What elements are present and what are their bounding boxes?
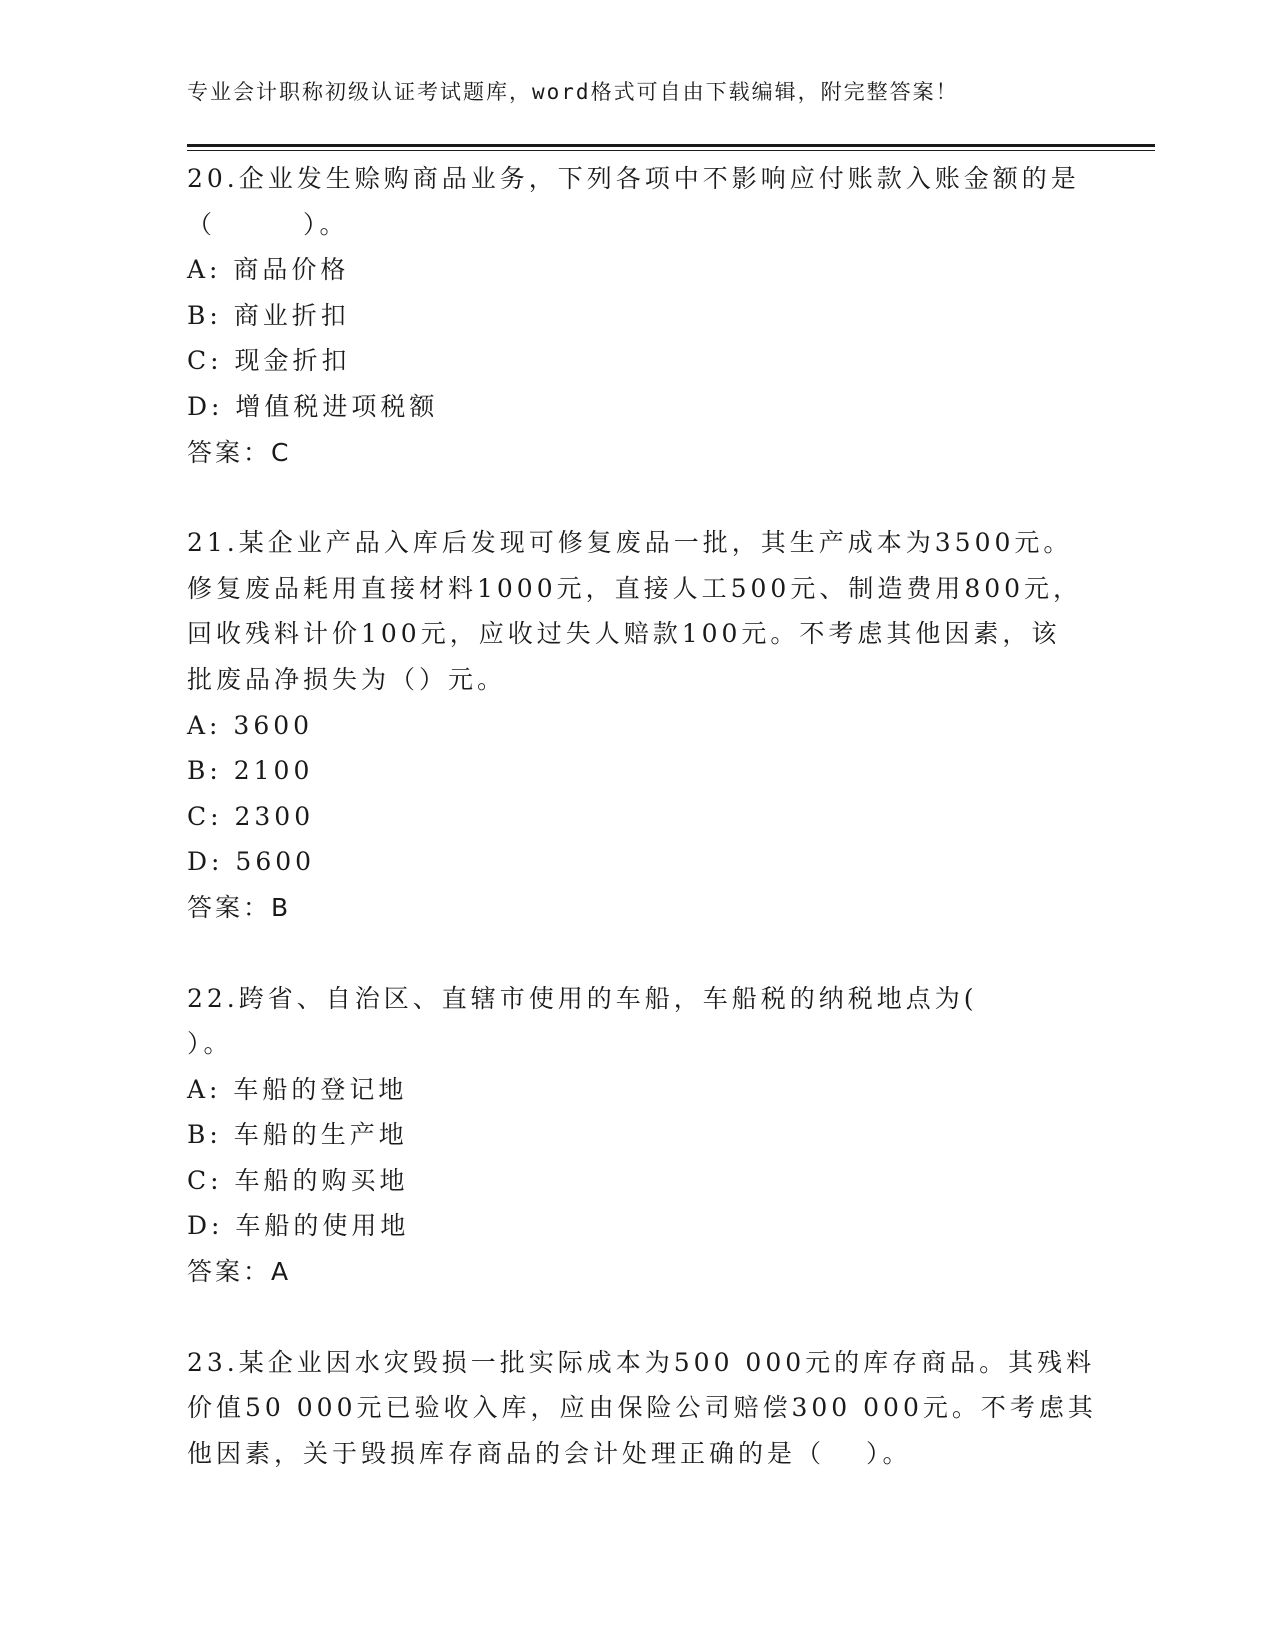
answer-key: 答案：A (187, 1257, 292, 1287)
question-stem-line: 批废品净损失为（）元。 (187, 664, 507, 694)
question-stem-line: 23.某企业因水灾毁损一批实际成本为500 000元的库存商品。其残料 (187, 1347, 1096, 1377)
option-b: B: 车船的生产地 (187, 1120, 408, 1150)
option-d: D: 5600 (187, 847, 316, 877)
question-22 (187, 976, 1087, 1295)
question-stem-line: 20.企业发生赊购商品业务，下列各项中不影响应付账款入账金额的是 (187, 164, 1080, 193)
question-20 (187, 156, 1087, 475)
option-d: D: 增值税进项税额 (187, 391, 439, 421)
option-a: A: 3600 (187, 710, 314, 740)
question-21 (187, 520, 1087, 930)
question-stem-line: 回收残料计价100元，应收过失人赔款100元。不考虑其他因素，该 (187, 619, 1061, 649)
answer-key: 答案：B (187, 892, 292, 922)
question-stem-line: （ ）。 (187, 209, 349, 239)
question-stem-line: 价值50 000元已验收入库，应由保险公司赔偿300 000元。不考虑其 (187, 1393, 1097, 1423)
option-b: B: 2100 (187, 756, 314, 786)
option-c: C: 现金折扣 (187, 346, 351, 376)
option-b: B: 商业折扣 (187, 300, 350, 330)
answer-key: 答案：C (187, 437, 292, 467)
question-stem-line: 21.某企业产品入库后发现可修复废品一批，其生产成本为3500元。 (187, 528, 1073, 558)
option-a: A: 商品价格 (187, 255, 350, 285)
question-23 (187, 1340, 1097, 1477)
question-stem-line: 修复废品耗用直接材料1000元，直接人工500元、制造费用800元， (187, 573, 1083, 603)
page-header: 专业会计职称初级认证考试题库，word格式可自由下载编辑，附完整答案！ (187, 80, 959, 104)
question-list (187, 156, 1097, 1521)
option-c: C: 车船的购买地 (187, 1165, 409, 1195)
header-divider-thick (187, 144, 1155, 147)
header-divider-thin (187, 150, 1155, 151)
question-stem-line: 22.跨省、自治区、直辖市使用的车船，车船税的纳税地点为( (187, 983, 978, 1013)
option-c: C: 2300 (187, 801, 315, 831)
option-a: A: 车船的登记地 (187, 1074, 408, 1104)
option-d: D: 车船的使用地 (187, 1211, 410, 1241)
question-stem-line: ）。 (187, 1029, 233, 1059)
question-stem-line: 他因素，关于毁损库存商品的会计处理正确的是（ ）。 (187, 1438, 912, 1468)
